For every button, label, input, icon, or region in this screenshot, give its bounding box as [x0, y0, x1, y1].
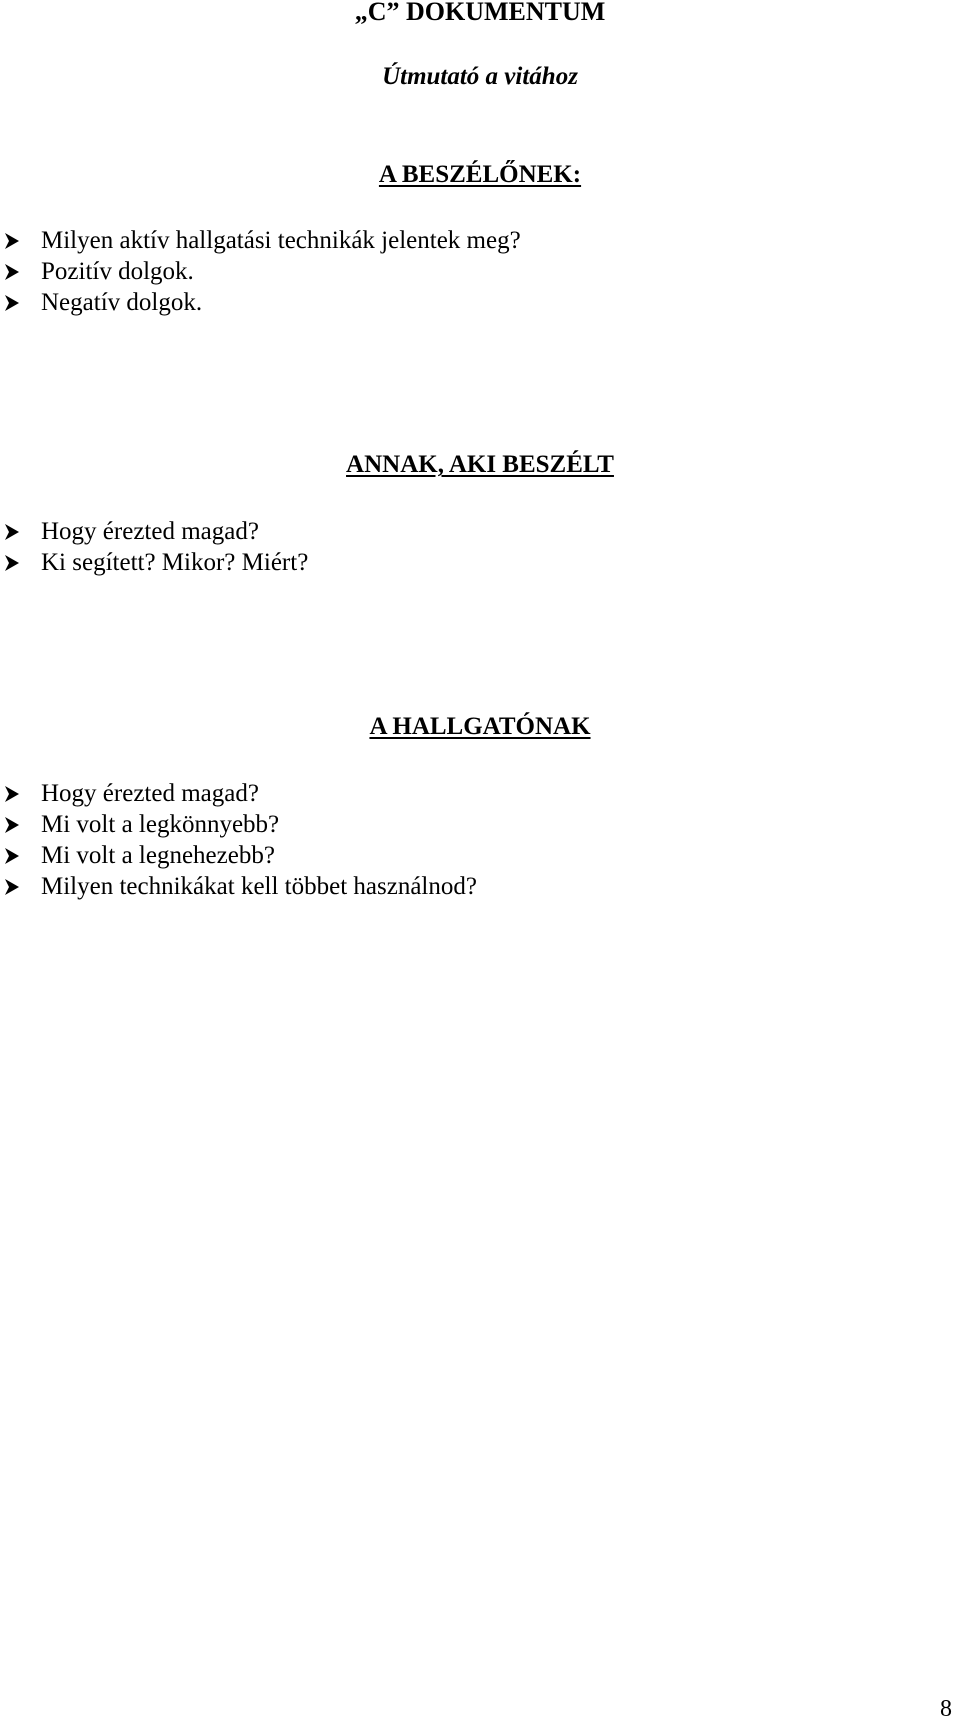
arrowhead-bullet-icon [4, 879, 20, 895]
list-item [0, 287, 521, 318]
list-item-text: Milyen aktív hallgatási technikák jelentek meg? [41, 227, 521, 254]
list-item-text: Mi volt a legkönnyebb? [41, 811, 280, 838]
list-item-text: Hogy érezted magad? [41, 518, 259, 545]
list-item-text: Pozitív dolgok. [41, 258, 194, 285]
page-number: 8 [940, 1696, 952, 1722]
arrowhead-bullet-icon [4, 264, 20, 280]
arrowhead-bullet-icon [4, 848, 20, 864]
list-item-text: Mi volt a legnehezebb? [41, 842, 275, 869]
one-who-spoke-question-list [0, 516, 308, 578]
list-item [0, 778, 477, 809]
listener-question-list [0, 778, 477, 902]
list-item-text: Milyen technikákat kell többet használnod? [41, 873, 477, 900]
arrowhead-bullet-icon [4, 555, 20, 571]
section-heading-listener: A HALLGATÓNAK [369, 713, 591, 740]
list-item-text: Hogy érezted magad? [41, 780, 259, 807]
list-item [0, 256, 521, 287]
section-heading-speaker: A BESZÉLŐNEK: [378, 161, 582, 188]
arrowhead-bullet-icon [4, 817, 20, 833]
document-title: „C” DOKUMENTUM [354, 0, 606, 26]
list-item-text: Negatív dolgok. [41, 289, 203, 316]
section-heading-one-who-spoke: ANNAK, AKI BESZÉLT [346, 451, 614, 478]
document-subtitle: Útmutató a vitához [382, 63, 578, 90]
list-item [0, 516, 308, 547]
list-item [0, 809, 477, 840]
list-item [0, 547, 308, 578]
list-item [0, 840, 477, 871]
arrowhead-bullet-icon [4, 295, 20, 311]
arrowhead-bullet-icon [4, 524, 20, 540]
list-item-text: Ki segített? Mikor? Miért? [41, 549, 309, 576]
arrowhead-bullet-icon [4, 233, 20, 249]
speaker-question-list [0, 225, 521, 318]
list-item [0, 871, 477, 902]
arrowhead-bullet-icon [4, 786, 20, 802]
list-item [0, 225, 521, 256]
